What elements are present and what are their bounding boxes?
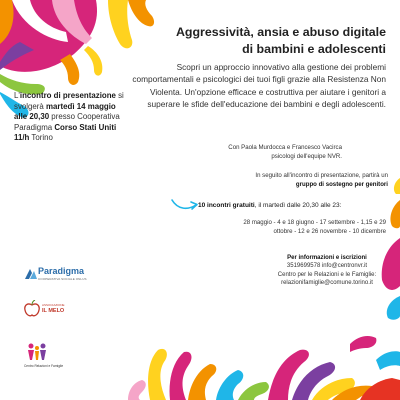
paradigma-name: Paradigma	[38, 266, 85, 276]
il-melo-name: IL MELO	[42, 308, 65, 314]
centro-relazioni-name: Centro Relazioni e Famiglie	[24, 364, 64, 368]
il-melo-subtitle: ASSOCIAZIONE	[42, 303, 65, 307]
contact-info	[262, 254, 392, 288]
author-role: psicologi dell'equipe NVR.	[271, 152, 342, 160]
presentation-text: presso Cooperativa Paradigma	[14, 112, 120, 132]
support-line: In seguito all'incontro di presentazione, partirà un	[255, 172, 388, 179]
il-melo-logo	[24, 298, 84, 324]
presentation-event: incontro di presentazione	[19, 91, 116, 100]
contact-centre: Centro per le Relazioni e le Famiglie:	[277, 271, 377, 278]
centro-relazioni-logo	[24, 342, 94, 370]
support-group-label: gruppo di sostegno per genitori	[295, 180, 388, 188]
arrow-icon	[170, 196, 200, 212]
dates-line-2: ottobre - 12 e 26 novembre - 10 dicembre	[273, 228, 386, 235]
apple-icon	[24, 300, 40, 318]
title-line-1: Aggressività, ansia e abuso digitale	[175, 25, 386, 39]
presentation-address: Corso Stati Uniti 11/h	[14, 122, 117, 143]
paradigma-logo	[24, 265, 114, 285]
intro-paragraph: Scopri un approccio innovativo alla gestione dei problemi comportamentali e psicologici dei tuoi figli grazie alla Resistenza Non Violenta. Un'opzione efficace e costruttiva per aiutare i genitori a superare le sfide dell'educazione dei bambini e degli adolescenti.	[132, 62, 386, 110]
presentation-date: martedì 14 maggio alle 20,30	[14, 101, 116, 122]
author-credit	[142, 144, 342, 161]
paradigma-subtitle: COOPERATIVA SOCIALE ONLUS	[38, 277, 87, 281]
support-group-note	[148, 172, 388, 189]
page-title	[136, 24, 386, 58]
author-names: Con Paola Murdocca e Francesco Vacirca	[228, 144, 342, 151]
presentation-city: Torino	[29, 133, 53, 143]
presentation-info	[14, 91, 124, 144]
family-figures-icon	[26, 342, 48, 362]
sessions-info	[198, 201, 388, 210]
sessions-schedule: , il martedì dalle 20,30 alle 23:	[254, 202, 342, 209]
dates-line-1: 28 maggio - 4 e 18 giugno - 17 settembre - 1,15 e 29	[243, 219, 386, 226]
contact-heading: Per informazioni e iscrizioni	[287, 255, 367, 261]
hands-bottom	[128, 336, 400, 400]
presentation-text: si svolgerà	[14, 91, 124, 111]
session-dates	[141, 218, 386, 236]
presentation-text: L'	[14, 91, 20, 100]
contact-email[interactable]: relazionifamiglie@comune.torino.it	[281, 280, 373, 287]
contact-phone-email[interactable]: 3519699578 info@centronvr.it	[286, 263, 368, 270]
paradigma-mark-icon	[24, 267, 38, 281]
sessions-count: 10 incontri gratuiti	[198, 202, 255, 209]
hands-right	[382, 178, 400, 320]
title-line-2: di bambini e adolescenti	[242, 42, 386, 56]
